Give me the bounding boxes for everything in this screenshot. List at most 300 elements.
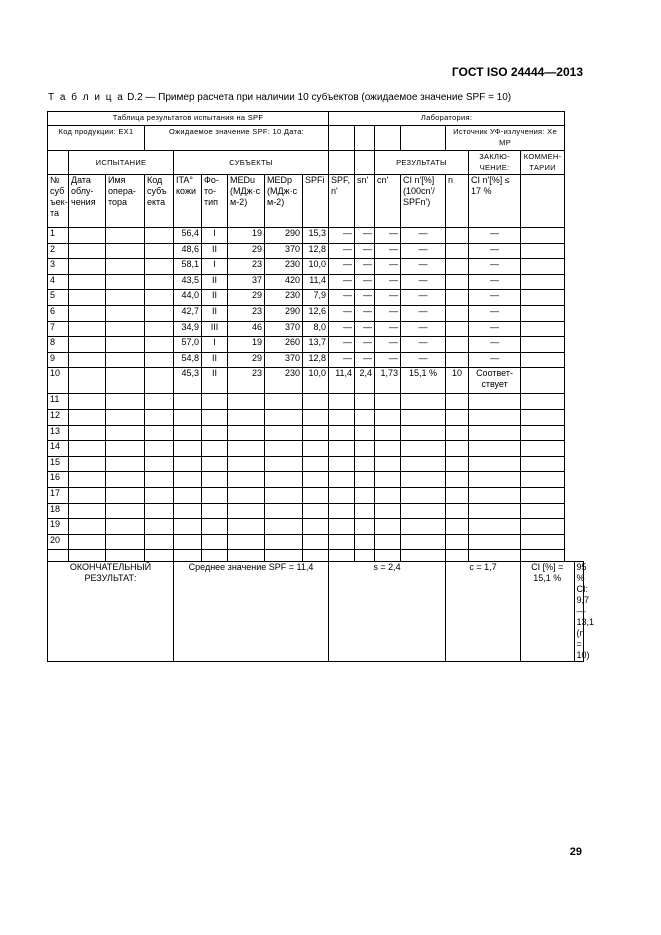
column-header: Код субъ екта (145, 175, 174, 228)
table-cell (303, 441, 329, 457)
table-cell (469, 534, 521, 550)
table-cell: 15,1 % (401, 368, 446, 394)
empty-cell (228, 550, 265, 562)
table-cell (174, 394, 202, 410)
column-header: SPF, n' (329, 175, 355, 228)
table-cell: 1 (48, 228, 69, 244)
table-cell (228, 394, 265, 410)
table-cell (521, 305, 565, 321)
table-cell (69, 368, 106, 394)
table-cell (446, 394, 469, 410)
table-row (48, 394, 584, 410)
table-cell: — (329, 290, 355, 306)
caption-prefix: Т а б л и ц а (48, 92, 125, 103)
table-cell: 23 (228, 305, 265, 321)
table-cell (69, 456, 106, 472)
table-cell: 15,3 (303, 228, 329, 244)
table-cell (174, 425, 202, 441)
table-cell (375, 519, 401, 535)
table-cell (355, 441, 375, 457)
table-row (48, 290, 584, 306)
table-caption (48, 92, 511, 103)
group-subjects: СУБЪЕКТЫ (174, 151, 329, 175)
table-cell: 7 (48, 321, 69, 337)
table-cell: 4 (48, 274, 69, 290)
table-cell (202, 472, 228, 488)
table-cell (446, 228, 469, 244)
table-cell: 1,73 (375, 368, 401, 394)
table-cell (69, 321, 106, 337)
column-header: MEDu (МДж·с м-2) (228, 175, 265, 228)
table-cell (145, 409, 174, 425)
table-cell (265, 503, 303, 519)
empty-cell (303, 550, 329, 562)
table-cell (202, 534, 228, 550)
table-cell: I (202, 228, 228, 244)
table-cell: 29 (228, 352, 265, 368)
final-label: ОКОНЧАТЕЛЬНЫЙ РЕЗУЛЬТАТ: (48, 562, 174, 662)
table-cell (106, 472, 145, 488)
table-cell: II (202, 305, 228, 321)
table-cell (521, 425, 565, 441)
table-cell (375, 394, 401, 410)
empty-cell (401, 550, 446, 562)
table-cell: — (469, 337, 521, 353)
table-cell (228, 534, 265, 550)
table-cell (446, 534, 469, 550)
table-cell (375, 534, 401, 550)
table-cell: — (375, 337, 401, 353)
table-cell (228, 519, 265, 535)
table-cell: 370 (265, 321, 303, 337)
table-cell (355, 409, 375, 425)
table-cell (446, 409, 469, 425)
table-cell (106, 228, 145, 244)
table-cell: 46 (228, 321, 265, 337)
table-cell (303, 519, 329, 535)
table-cell (375, 472, 401, 488)
table-cell: 290 (265, 228, 303, 244)
table-cell (355, 534, 375, 550)
table-cell: 11,4 (303, 274, 329, 290)
table-cell: 29 (228, 290, 265, 306)
table-cell (202, 519, 228, 535)
table-cell (446, 352, 469, 368)
table-cell: 13,7 (303, 337, 329, 353)
table-cell: I (202, 337, 228, 353)
table-row (48, 456, 584, 472)
table-cell: 12,6 (303, 305, 329, 321)
table-cell (69, 441, 106, 457)
table-cell: 7,9 (303, 290, 329, 306)
table-cell: — (355, 228, 375, 244)
table-cell: — (401, 337, 446, 353)
table-cell: — (401, 274, 446, 290)
table-cell (145, 259, 174, 275)
table-cell: — (355, 352, 375, 368)
table-cell (265, 456, 303, 472)
table-cell (521, 441, 565, 457)
table-cell: 11,4 (329, 368, 355, 394)
table-cell: — (329, 274, 355, 290)
table-row (48, 305, 584, 321)
caption-text: D.2 — Пример расчета при наличии 10 субъектов (ожидаемое значение SPF = 10) (127, 92, 512, 103)
product-code: Код продукции: EX1 (48, 126, 145, 151)
table-cell: 18 (48, 503, 69, 519)
table-cell (69, 228, 106, 244)
table-cell (521, 534, 565, 550)
table-cell (401, 472, 446, 488)
table-cell (145, 368, 174, 394)
table-cell (145, 290, 174, 306)
table-cell (401, 425, 446, 441)
table-cell (106, 503, 145, 519)
table-cell (106, 352, 145, 368)
page-number: 29 (569, 846, 582, 858)
table-cell (355, 472, 375, 488)
table-cell (446, 274, 469, 290)
table-cell (174, 534, 202, 550)
table-cell: — (355, 243, 375, 259)
table-cell (106, 456, 145, 472)
column-header: Имя опера-тора (106, 175, 145, 228)
table-cell (145, 394, 174, 410)
table-cell (329, 441, 355, 457)
table-cell (145, 425, 174, 441)
table-cell (265, 441, 303, 457)
table-cell (202, 487, 228, 503)
table-cell (69, 243, 106, 259)
uv-source: Источник УФ-излучения: Xe MP (446, 126, 565, 151)
table-cell (106, 534, 145, 550)
table-cell (228, 487, 265, 503)
table-cell: 10 (446, 368, 469, 394)
table-row (48, 259, 584, 275)
table-row (48, 534, 584, 550)
table-cell: — (329, 352, 355, 368)
table-cell (469, 519, 521, 535)
table-cell (228, 425, 265, 441)
table-cell: III (202, 321, 228, 337)
table-cell (106, 487, 145, 503)
table-cell: — (375, 259, 401, 275)
table-cell: — (329, 337, 355, 353)
table-cell (375, 456, 401, 472)
table-cell: 48,6 (174, 243, 202, 259)
table-cell (265, 519, 303, 535)
table-cell: 14 (48, 441, 69, 457)
table-cell (69, 337, 106, 353)
column-header: sn' (355, 175, 375, 228)
table-cell: 6 (48, 305, 69, 321)
table-cell (69, 503, 106, 519)
table-cell (303, 534, 329, 550)
table-cell (521, 487, 565, 503)
table-cell: 58,1 (174, 259, 202, 275)
column-header: Фо-то-тип (202, 175, 228, 228)
table-cell: 54,8 (174, 352, 202, 368)
table-cell (446, 456, 469, 472)
table-cell: — (469, 321, 521, 337)
column-header: CI n'[%] (100cn'/ SPFn') (401, 175, 446, 228)
table-cell: 10 (48, 368, 69, 394)
table-cell (521, 290, 565, 306)
table-cell: — (469, 290, 521, 306)
table-cell (446, 305, 469, 321)
table-cell (106, 337, 145, 353)
table-row (48, 409, 584, 425)
table-cell (469, 472, 521, 488)
table-cell (145, 228, 174, 244)
table-cell (521, 394, 565, 410)
table-cell: — (469, 243, 521, 259)
table-cell (202, 503, 228, 519)
table-cell: — (401, 243, 446, 259)
table-cell (265, 472, 303, 488)
table-cell (145, 472, 174, 488)
table-cell: 17 (48, 487, 69, 503)
table-cell (202, 425, 228, 441)
column-header: MEDp (МДж·с м-2) (265, 175, 303, 228)
table-cell: 11 (48, 394, 69, 410)
table-cell (375, 487, 401, 503)
table-cell (228, 503, 265, 519)
table-cell (106, 305, 145, 321)
table-cell (106, 243, 145, 259)
table-cell: — (355, 337, 375, 353)
table-cell (106, 425, 145, 441)
column-header: ITA° кожи (174, 175, 202, 228)
table-cell: 19 (48, 519, 69, 535)
table-cell: II (202, 274, 228, 290)
table-cell (446, 259, 469, 275)
table-cell (265, 394, 303, 410)
table-cell (145, 337, 174, 353)
table-cell: — (469, 352, 521, 368)
table-cell (174, 503, 202, 519)
empty-header-cell (329, 151, 355, 175)
table-cell: II (202, 352, 228, 368)
table-cell (145, 456, 174, 472)
column-header: SPFi (303, 175, 329, 228)
table-cell (446, 487, 469, 503)
table-cell (69, 534, 106, 550)
table-cell (375, 441, 401, 457)
table-cell (329, 409, 355, 425)
table-cell (355, 394, 375, 410)
table-cell (303, 409, 329, 425)
table-row (48, 425, 584, 441)
table-cell: 12,8 (303, 243, 329, 259)
table-cell: — (329, 259, 355, 275)
table-cell: 3 (48, 259, 69, 275)
table-cell (106, 321, 145, 337)
table-cell: 230 (265, 368, 303, 394)
empty-cell (145, 550, 174, 562)
table-cell: II (202, 290, 228, 306)
table-cell: 5 (48, 290, 69, 306)
table-cell: — (469, 259, 521, 275)
table-cell: — (355, 305, 375, 321)
table-cell (303, 503, 329, 519)
table-cell (145, 503, 174, 519)
final-mean: Среднее значение SPF = 11,4 (174, 562, 329, 662)
table-cell (329, 472, 355, 488)
table-cell: — (355, 259, 375, 275)
table-cell: 10,0 (303, 368, 329, 394)
empty-cell (469, 550, 521, 562)
table-row (48, 337, 584, 353)
table-cell (145, 243, 174, 259)
table-cell: 12,8 (303, 352, 329, 368)
table-cell (401, 519, 446, 535)
table-cell (69, 305, 106, 321)
table-cell (329, 487, 355, 503)
empty-cell (48, 550, 69, 562)
table-row (48, 503, 584, 519)
table-row (48, 352, 584, 368)
table-cell (303, 487, 329, 503)
table-cell: 230 (265, 259, 303, 275)
laboratory-label: Лаборатория: (329, 112, 565, 126)
table-cell: 370 (265, 243, 303, 259)
empty-cell (265, 550, 303, 562)
table-cell (106, 441, 145, 457)
empty-cell (446, 550, 469, 562)
final-range: 95 % CI: 9,7 — 13,1 (n = 10) (574, 562, 583, 662)
table-cell (521, 472, 565, 488)
group-conclusion: ЗАКЛЮ-ЧЕНИЕ: (469, 151, 521, 175)
table-cell (469, 409, 521, 425)
table-cell (329, 534, 355, 550)
table-cell (401, 503, 446, 519)
table-cell: 42,7 (174, 305, 202, 321)
table-cell: 9 (48, 352, 69, 368)
table-cell (469, 456, 521, 472)
table-cell (106, 274, 145, 290)
table-cell (303, 456, 329, 472)
table-cell: 23 (228, 368, 265, 394)
table-cell (521, 519, 565, 535)
table-cell: 8 (48, 337, 69, 353)
table-cell: II (202, 368, 228, 394)
table-row (48, 472, 584, 488)
table-cell (521, 352, 565, 368)
table-cell (446, 321, 469, 337)
table-cell (521, 409, 565, 425)
table-cell: — (401, 290, 446, 306)
table-cell: 29 (228, 243, 265, 259)
table-cell: — (401, 305, 446, 321)
table-cell: — (329, 228, 355, 244)
table-cell (329, 394, 355, 410)
table-row (48, 441, 584, 457)
table-cell: — (355, 290, 375, 306)
column-header: cn' (375, 175, 401, 228)
table-cell (265, 409, 303, 425)
table-cell (401, 487, 446, 503)
empty-cell (106, 550, 145, 562)
expected-spf-date: Ожидаемое значение SPF: 10 Дата: (145, 126, 329, 151)
table-cell (145, 519, 174, 535)
table-cell (265, 487, 303, 503)
table-cell: 19 (228, 337, 265, 353)
table-cell: — (375, 274, 401, 290)
table-row (48, 274, 584, 290)
table-cell: — (375, 305, 401, 321)
table-cell (521, 337, 565, 353)
empty-cell (521, 550, 565, 562)
table-cell (303, 472, 329, 488)
table-row (48, 519, 584, 535)
document-standard: ГОСТ ISO 24444—2013 (451, 65, 583, 79)
empty-header-cell (48, 151, 69, 175)
table-cell (446, 243, 469, 259)
table-cell (69, 409, 106, 425)
table-cell: 19 (228, 228, 265, 244)
table-cell (355, 487, 375, 503)
column-header: n (446, 175, 469, 228)
table-cell: — (329, 243, 355, 259)
table-cell (469, 441, 521, 457)
table-cell (174, 519, 202, 535)
table-cell: 2,4 (355, 368, 375, 394)
table-cell (469, 394, 521, 410)
table-row (48, 243, 584, 259)
table-cell (521, 456, 565, 472)
table-cell (174, 487, 202, 503)
table-cell (303, 394, 329, 410)
group-comments: КОММЕН-ТАРИИ (521, 151, 565, 175)
table-cell (228, 409, 265, 425)
table-cell (202, 394, 228, 410)
table-cell: 420 (265, 274, 303, 290)
table-cell: I (202, 259, 228, 275)
table-cell (202, 441, 228, 457)
table-cell (145, 274, 174, 290)
spacer-row (48, 550, 584, 562)
table-cell (401, 456, 446, 472)
table-cell: II (202, 243, 228, 259)
table-cell (69, 425, 106, 441)
table-cell (174, 441, 202, 457)
table-cell (521, 503, 565, 519)
empty-cell (375, 550, 401, 562)
table-cell (69, 487, 106, 503)
table-cell: — (375, 243, 401, 259)
table-cell: — (355, 274, 375, 290)
table-cell (446, 290, 469, 306)
table-cell: 8,0 (303, 321, 329, 337)
table-cell: — (375, 352, 401, 368)
empty-header-cell (401, 126, 446, 151)
table-cell (329, 425, 355, 441)
table-cell (355, 519, 375, 535)
table-cell (145, 352, 174, 368)
table-cell: 13 (48, 425, 69, 441)
column-header (521, 175, 565, 228)
table-cell: — (401, 321, 446, 337)
table-cell (202, 456, 228, 472)
table-cell (521, 368, 565, 394)
table-cell: 10,0 (303, 259, 329, 275)
table-cell (355, 425, 375, 441)
final-result-row (48, 562, 584, 662)
table-cell (446, 337, 469, 353)
table-cell: 290 (265, 305, 303, 321)
empty-header-cell (355, 151, 375, 175)
empty-cell (202, 550, 228, 562)
